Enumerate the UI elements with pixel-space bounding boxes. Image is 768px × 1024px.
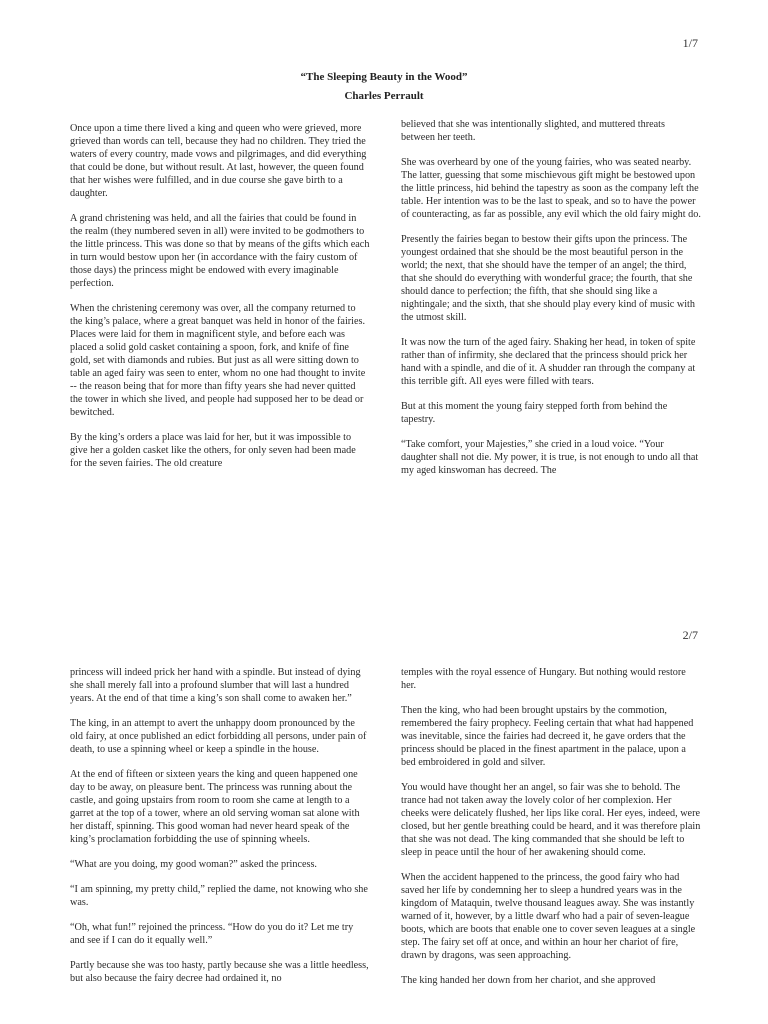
paragraph: “What are you doing, my good woman?” asked the princess. [70,859,317,870]
paragraph: She was overheard by one of the young fairies, who was seated nearby. The latter, guessing that some mischievous gift might be bestowed upon the little princess, hid behind the tapestry as soon as the company left the table. Her intention was to be the last to speak, and so to have the power of counteracting, as far as possible, any evil which the old fairy might do. [401,157,701,220]
paragraph: “Oh, what fun!” rejoined the princess. “How do you do it? Let me try and see if I can do it equally well.” [70,922,354,946]
paragraph: When the christening ceremony was over, all the company returned to the king’s palace, where a great banquet was held in honor of the fairies. Places were laid for them in magnificent style, and before each was placed a solid gold casket containing a spoon, fork, and knife of fine gold, set with diamonds and rubies. But just as all were sitting down to table an aged fairy was seen to enter, whom no one had thought to invite -- the reason being that for more than fifty years she had never quitted the tower in which she lived, and people had supposed her to be dead or bewitched. [70,303,366,418]
paragraph: Once upon a time there lived a king and queen who were grieved, more grieved than words can tell, because they had no children. They tried the waters of every country, made vows and pilgrimages, and did everything that could be done, but without result. At last, however, the queen found that her wishes were fulfilled, and in due course she gave birth to a daughter. [70,123,367,199]
paragraph: It was now the turn of the aged fairy. Shaking her head, in token of spite rather than of infirmity, she declared that the princess should prick her hand with a spindle, and die of it. A shudder ran through the company at this terrible gift. All eyes were filled with tears. [401,337,696,387]
paragraph: You would have thought her an angel, so fair was she to behold. The trance had not taken away the lovely color of her complexion. Her cheeks were delicately flushed, her lips like coral. Her eyes, indeed, were closed, but her gentle breathing could be heard, and it was therefore plain that she was not dead. The king commanded that she should be left to sleep in peace until the hour of her awakening should come. [401,782,701,858]
paragraph: By the king’s orders a place was laid for her, but it was impossible to give her a golden casket like the others, for only seven had been made for the seven fairies. The old creature [70,432,356,469]
paragraph: The king handed her down from her chariot, and she approved [401,975,656,986]
paragraph: believed that she was intentionally slighted, and muttered threats between her teeth. [401,119,665,143]
document-author: Charles Perrault [344,90,424,102]
page-number: 1/7 [682,36,698,50]
left-column [70,122,370,482]
right-column [401,118,701,489]
paragraph: Partly because she was too hasty, partly because she was a little heedless, but also because the fairy decree had ordained it, no [70,960,369,984]
page-number: 2/7 [682,628,698,642]
paragraph: Presently the fairies began to bestow their gifts upon the princess. The youngest ordained that she should be the most beautiful person in the world; the next, that she should have the temper of an angel; the third, that she should do everything with wonderful grace; the fourth, that she should dance to perfection; the fifth, that she should sing like a nightingale; and the sixth, that she should play every kind of music with the utmost skill. [401,234,695,323]
paragraph: “Take comfort, your Majesties,” she cried in a loud voice. “Your daughter shall not die. My power, it is true, is not enough to undo all that my aged kinswoman has decreed. The [401,439,699,476]
left-column [70,666,370,997]
paragraph: A grand christening was held, and all the fairies that could be found in the realm (they numbered seven in all) were invited to be godmothers to the little princess. This was done so that by means of the gifts which each in turn would bestow upon her (in accordance with the fairy custom of those days) the princess might be endowed with every imaginable perfection. [70,213,370,289]
right-column [401,666,701,999]
paragraph: When the accident happened to the princess, the good fairy who had saved her life by condemning her to sleep a hundred years was in the kingdom of Mataquin, twelve thousand leagues away. She was instantly warned of it, however, by a little dwarf who had a pair of seven-league boots, which are boots that enable one to cover seven leagues at a single step. The fairy set off at once, and within an hour her chariot of fire, drawn by dragons, was seen approaching. [401,872,696,961]
paragraph: At the end of fifteen or sixteen years the king and queen happened one day to be away, on pleasure bent. The princess was running about the castle, and going upstairs from room to room she came at length to a garret at the top of a tower, where an old serving woman sat alone with her distaff, spinning. This good woman had never heard speak of the king’s proclamation forbidding the use of spinning wheels. [70,769,360,845]
paragraph: Then the king, who had been brought upstairs by the commotion, remembered the fairy prophecy. Feeling certain that what had happened was inevitable, since the fairies had decreed it, he gave orders that the princess should be placed in the finest apartment in the palace, upon a bed embroidered in gold and silver. [401,705,694,768]
paragraph: princess will indeed prick her hand with a spindle. But instead of dying she shall merely fall into a profound slumber that will last a hundred years. At the end of that time a king’s son shall come to awaken her.” [70,667,361,704]
paragraph: temples with the royal essence of Hungary. But nothing would restore her. [401,667,686,691]
paragraph: But at this moment the young fairy stepped forth from behind the tapestry. [401,401,668,425]
document-title: “The Sleeping Beauty in the Wood” [300,71,468,83]
paragraph: “I am spinning, my pretty child,” replied the dame, not knowing who she was. [70,884,368,908]
paragraph: The king, in an attempt to avert the unhappy doom pronounced by the old fairy, at once published an edict forbidding all persons, under pain of death, to use a spinning wheel or keep a spindle in the house. [70,718,367,755]
